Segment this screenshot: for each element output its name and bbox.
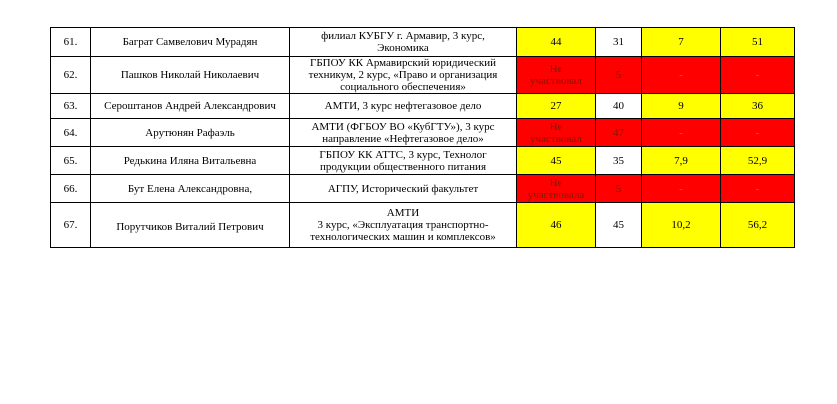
- score-cell: 10,2: [642, 203, 721, 248]
- row-number: 62.: [51, 57, 91, 94]
- institution: филиал КУБГУ г. Армавир, 3 курс, Экономика: [290, 28, 517, 57]
- score-cell: 9: [642, 94, 721, 119]
- row-number: 65.: [51, 147, 91, 175]
- score-cell: -: [642, 119, 721, 147]
- score-cell: 51: [721, 28, 795, 57]
- institution: ГБПОУ КК АТТС, 3 курс, Технолог продукции общественного питания: [290, 147, 517, 175]
- score-cell: 35: [596, 147, 642, 175]
- table-row: [51, 175, 795, 203]
- score-cell: -: [721, 175, 795, 203]
- table-row: [51, 119, 795, 147]
- score-cell: 56,2: [721, 203, 795, 248]
- table-row: [51, 94, 795, 119]
- score-cell: 45: [596, 203, 642, 248]
- score-cell: 5: [596, 57, 642, 94]
- row-number: 64.: [51, 119, 91, 147]
- table-row: [51, 28, 795, 57]
- score-cell: 31: [596, 28, 642, 57]
- results-table: [50, 27, 795, 248]
- score-cell: -: [721, 57, 795, 94]
- score-cell: 7,9: [642, 147, 721, 175]
- participant-name: Арутюнян Рафаэль: [91, 119, 290, 147]
- participant-name: Сероштанов Андрей Александрович: [91, 94, 290, 119]
- row-number: 61.: [51, 28, 91, 57]
- score-cell: -: [642, 57, 721, 94]
- institution: АМТИ (ФГБОУ ВО «КубГТУ»), 3 курс направление «Нефтегазовое дело»: [290, 119, 517, 147]
- score-cell: -: [642, 175, 721, 203]
- score-cell: 52,9: [721, 147, 795, 175]
- score-cell: 45: [517, 147, 596, 175]
- participant-name: Порутчиков Виталий Петрович: [91, 203, 290, 248]
- status-cell: Не участвовал: [517, 57, 596, 94]
- status-cell: Не участвовала: [517, 175, 596, 203]
- participant-name: Редькина Иляна Витальевна: [91, 147, 290, 175]
- score-cell: 7: [642, 28, 721, 57]
- score-cell: 46: [517, 203, 596, 248]
- row-number: 66.: [51, 175, 91, 203]
- institution: ГБПОУ КК Армавирский юридический техникум, 2 курс, «Право и организация социального обеспечения»: [290, 57, 517, 94]
- row-number: 63.: [51, 94, 91, 119]
- score-cell: 47: [596, 119, 642, 147]
- status-cell: Не участвовал: [517, 119, 596, 147]
- table-row: [51, 147, 795, 175]
- row-number: 67.: [51, 203, 91, 248]
- table-row: [51, 57, 795, 94]
- score-cell: 40: [596, 94, 642, 119]
- participant-name: Пашков Николай Николаевич: [91, 57, 290, 94]
- score-cell: -: [721, 119, 795, 147]
- institution: АМТИ, 3 курс нефтегазовое дело: [290, 94, 517, 119]
- score-cell: 36: [721, 94, 795, 119]
- score-cell: 44: [517, 28, 596, 57]
- participant-name: Баграт Самвелович Мурадян: [91, 28, 290, 57]
- institution: АМТИ 3 курс, «Эксплуатация транспортно- технологических машин и комплексов»: [290, 203, 517, 248]
- score-cell: 27: [517, 94, 596, 119]
- institution: АГПУ, Исторический факультет: [290, 175, 517, 203]
- score-cell: 5: [596, 175, 642, 203]
- participant-name: Бут Елена Александровна,: [91, 175, 290, 203]
- table-row: [51, 203, 795, 248]
